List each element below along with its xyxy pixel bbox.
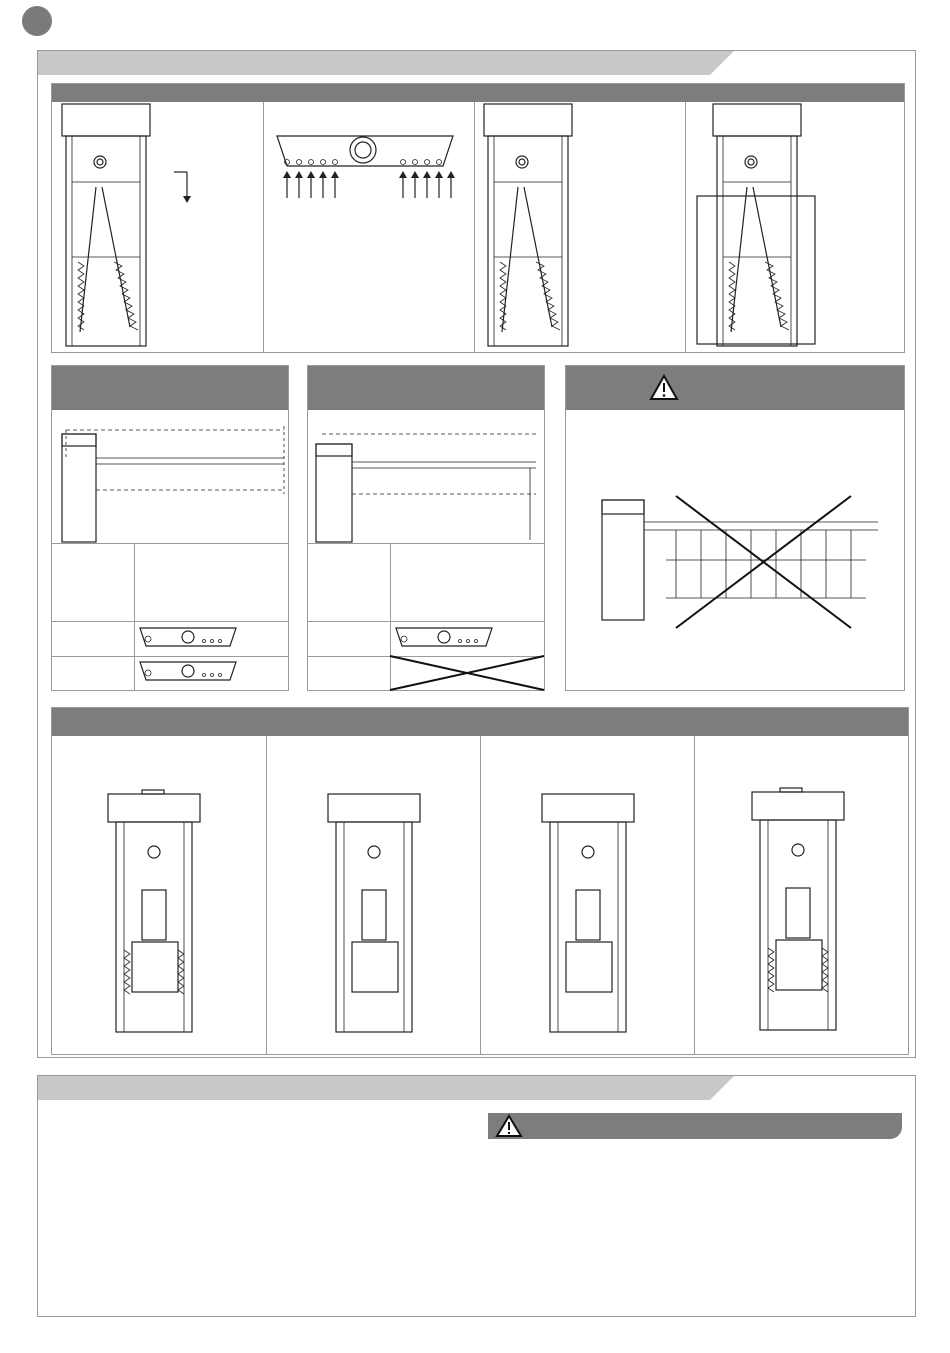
warning-triangle-icon xyxy=(650,375,678,400)
panel-header-bar xyxy=(52,366,288,410)
lever-plate-holes-figure xyxy=(263,102,474,352)
arrow-up-icon xyxy=(283,171,455,198)
arrow-down-icon xyxy=(183,196,191,203)
lever-plate-option-1 xyxy=(394,624,540,654)
beam-config-panel-b xyxy=(307,365,545,691)
cabinet-motor-figure-4 xyxy=(750,788,846,1034)
lever-plate-option-1 xyxy=(138,624,284,654)
section-header-tab xyxy=(38,1076,698,1100)
section-bottom xyxy=(37,1075,916,1317)
not-allowed-cross xyxy=(390,656,544,690)
panel-header-bar xyxy=(52,708,908,736)
cabinet-motor-figure-1 xyxy=(106,790,202,1036)
lever-plate-option-2 xyxy=(138,658,284,688)
barrier-skirt-not-allowed-figure xyxy=(566,410,904,690)
warning-panel xyxy=(565,365,905,691)
panel-header-bar xyxy=(308,366,544,410)
barrier-cabinet-springs-figure xyxy=(52,102,262,352)
barrier-cabinet-cover-figure xyxy=(685,102,904,352)
section-header-tab xyxy=(38,51,698,75)
spring-adjust-panel xyxy=(51,83,905,353)
beam-config-panel-a xyxy=(51,365,289,691)
barrier-beam-figure-a xyxy=(52,410,288,550)
panel-header-bar xyxy=(566,366,904,410)
cabinet-motor-figure-2 xyxy=(326,790,422,1036)
section-header-tab-slant xyxy=(694,1076,754,1100)
barrier-beam-figure-b xyxy=(308,410,544,550)
cabinet-motor-figure-3 xyxy=(540,790,636,1036)
warning-triangle-icon xyxy=(496,1115,522,1137)
section-header-tab-slant xyxy=(694,51,754,75)
barrier-cabinet-springs-figure-2 xyxy=(474,102,685,352)
step-number-marker xyxy=(22,6,52,36)
panel-header-bar xyxy=(52,84,904,102)
warning-banner xyxy=(488,1113,902,1139)
